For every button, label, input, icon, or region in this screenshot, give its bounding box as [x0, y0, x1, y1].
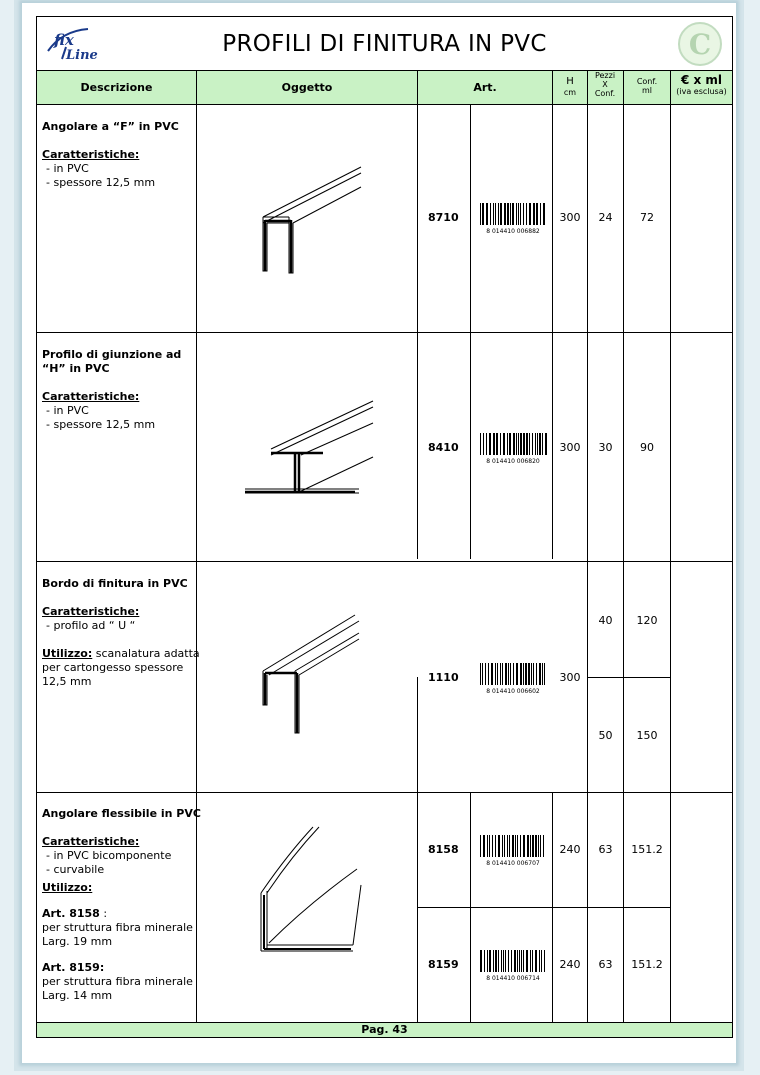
barcode-bar — [483, 835, 485, 857]
art-number: 8710 — [428, 211, 459, 224]
pezzi-value: 30 — [598, 441, 613, 454]
barcode-bar — [517, 950, 518, 972]
barcode-bar — [520, 663, 522, 685]
barcode-bar — [488, 663, 489, 685]
barcode-bar — [521, 950, 522, 972]
col-divider — [417, 71, 418, 559]
barcode-bar — [493, 950, 494, 972]
barcode-bar — [536, 663, 537, 685]
barcode: 8 014410 006602 — [478, 663, 548, 693]
barcode-bar — [491, 663, 493, 685]
product-desc: Angolare flessibile in PVC Caratteristiche: - in PVC bicomponente - curvabile Utilizzo: Art. 8158 : per struttura fibra minerale Larg. 19 mm Art. 8159: per struttura fibra minerale Larg. 14 mm — [42, 807, 201, 1002]
barcode-bar — [507, 835, 508, 857]
barcode-bar — [530, 950, 531, 972]
barcode-bar — [496, 433, 498, 455]
barcode-bar — [518, 203, 519, 225]
barcode-bar — [480, 950, 482, 972]
barcode-bar — [532, 950, 533, 972]
barcode-bar — [545, 433, 547, 455]
barcode-bar — [515, 835, 516, 857]
barcode-bar — [489, 950, 491, 972]
barcode-bar — [489, 835, 490, 857]
art-number: 8410 — [428, 441, 459, 454]
barcode: 8 014410 006714 — [478, 950, 548, 980]
barcode-bar — [532, 835, 534, 857]
barcode-bar — [498, 835, 500, 857]
barcode-bar — [531, 663, 532, 685]
f-profile-image — [257, 147, 367, 281]
row-divider — [417, 907, 671, 908]
barcode-bar — [535, 950, 537, 972]
barcode-bar — [495, 950, 497, 972]
height-value: 300 — [559, 211, 581, 224]
barcode-bar — [538, 835, 539, 857]
barcode-bar — [539, 433, 541, 455]
art-number: 8159 — [428, 958, 459, 971]
col-conf: Conf. ml — [636, 77, 658, 95]
barcode-bar — [500, 663, 501, 685]
conf-value: 72 — [640, 211, 654, 224]
col-oggetto: Oggetto — [281, 81, 333, 94]
row-divider — [587, 677, 671, 678]
barcode-bar — [535, 835, 537, 857]
barcode-bar — [482, 203, 484, 225]
flex-angle-image — [257, 825, 367, 959]
row-divider — [37, 561, 732, 562]
height-value: 240 — [559, 843, 581, 856]
barcode-bar — [542, 663, 543, 685]
product-desc: Profilo di giunzione ad “H” in PVC Caratteristiche: - in PVC - spessore 12,5 mm — [42, 348, 182, 431]
barcode-bar — [511, 950, 512, 972]
h-profile-image — [237, 387, 377, 501]
barcode-bar — [495, 663, 496, 685]
col-pezzi: Pezzi X Conf. — [594, 71, 616, 98]
pezzi-value: 24 — [598, 211, 613, 224]
barcode-bar — [539, 950, 540, 972]
barcode-bar — [529, 203, 531, 225]
barcode-bar — [533, 663, 534, 685]
barcode-bar — [528, 663, 530, 685]
barcode-bar — [504, 203, 506, 225]
rule — [37, 70, 732, 71]
svg-text:fix: fix — [54, 31, 74, 49]
barcode-bar — [490, 203, 491, 225]
barcode-bar — [507, 433, 508, 455]
barcode-bar — [529, 433, 530, 455]
u-profile-image — [259, 613, 369, 742]
c-stamp: C — [678, 22, 722, 66]
conf-value: 151.2 — [631, 843, 663, 856]
barcode-bar — [502, 663, 503, 685]
barcode-bar — [485, 663, 486, 685]
barcode: 8 014410 006882 — [478, 203, 548, 233]
barcode-bar — [512, 203, 514, 225]
barcode-bar — [501, 950, 502, 972]
barcode-bar — [544, 950, 545, 972]
barcode-bar — [500, 203, 502, 225]
barcode-bar — [497, 663, 498, 685]
height-value: 300 — [559, 671, 581, 684]
pezzi-value: 63 — [598, 958, 613, 971]
barcode-bar — [543, 203, 545, 225]
barcode-bar — [509, 835, 510, 857]
barcode-bar — [520, 433, 522, 455]
pezzi-value: 50 — [598, 729, 613, 742]
barcode-bar — [535, 433, 536, 455]
product-desc: Angolare a “F” in PVC Caratteristiche: - in PVC - spessore 12,5 mm — [42, 120, 179, 189]
barcode-bar — [483, 433, 484, 455]
barcode-bar — [493, 203, 494, 225]
barcode-bar — [520, 203, 521, 225]
col-descrizione: Descrizione — [80, 81, 153, 94]
barcode-bar — [508, 663, 509, 685]
barcode-bar — [480, 203, 481, 225]
barcode-bar — [513, 433, 515, 455]
barcode-bar — [526, 950, 528, 972]
col-divider — [552, 71, 553, 559]
barcode-bar — [487, 950, 488, 972]
barcode-bar — [486, 203, 488, 225]
barcode-bar — [536, 203, 538, 225]
barcode: 8 014410 006707 — [478, 835, 548, 865]
conf-value: 150 — [636, 729, 658, 742]
barcode-bar — [516, 663, 518, 685]
barcode-bar — [523, 835, 525, 857]
barcode-bar — [540, 203, 541, 225]
barcode-bar — [540, 835, 541, 857]
barcode-bar — [530, 835, 531, 857]
barcode-bar — [544, 663, 545, 685]
conf-value: 90 — [640, 441, 654, 454]
barcode-bar — [484, 950, 485, 972]
barcode-bar — [523, 950, 524, 972]
barcode-bar — [502, 835, 503, 857]
barcode-bar — [505, 663, 507, 685]
barcode-bar — [541, 950, 542, 972]
col-price: € x ml (iva esclusa) — [676, 73, 727, 96]
barcode-bar — [487, 835, 488, 857]
barcode-bar — [543, 835, 544, 857]
barcode-bar — [500, 433, 501, 455]
conf-value: 120 — [636, 614, 658, 627]
barcode-bar — [505, 950, 506, 972]
pezzi-value: 63 — [598, 843, 613, 856]
barcode-bar — [493, 433, 495, 455]
barcode-bar — [513, 663, 514, 685]
barcode-bar — [498, 203, 499, 225]
barcode-bar — [526, 433, 528, 455]
barcode-bar — [503, 950, 504, 972]
art-number: 8158 — [428, 843, 459, 856]
col-divider — [670, 71, 671, 1022]
barcode-bar — [510, 663, 511, 685]
svg-text:Line: Line — [66, 48, 98, 63]
barcode-bar — [523, 433, 525, 455]
barcode-bar — [525, 663, 527, 685]
height-value: 240 — [559, 958, 581, 971]
barcode-bar — [492, 835, 493, 857]
barcode-bar — [480, 433, 481, 455]
barcode-bar — [516, 433, 517, 455]
pezzi-value: 40 — [598, 614, 613, 627]
barcode-bar — [498, 950, 499, 972]
barcode-bar — [517, 835, 518, 857]
barcode-bar — [495, 835, 496, 857]
rule — [37, 104, 732, 105]
barcode-bar — [542, 433, 543, 455]
conf-value: 151.2 — [631, 958, 663, 971]
barcode-bar — [489, 433, 491, 455]
barcode-bar — [526, 203, 527, 225]
barcode-bar — [507, 203, 509, 225]
barcode-bar — [514, 950, 516, 972]
barcode-bar — [532, 433, 533, 455]
barcode-bar — [523, 663, 524, 685]
barcode-bar — [519, 950, 520, 972]
barcode-bar — [482, 663, 483, 685]
barcode-bar — [509, 433, 511, 455]
barcode-bar — [504, 835, 505, 857]
barcode-bar — [516, 203, 517, 225]
row-divider — [37, 792, 732, 793]
art-number: 1110 — [428, 671, 459, 684]
barcode-bar — [508, 950, 509, 972]
barcode-bar — [503, 433, 505, 455]
barcode-bar — [523, 203, 524, 225]
barcode-bar — [495, 203, 496, 225]
barcode-bar — [486, 433, 487, 455]
page-title: PROFILI DI FINITURA IN PVC — [222, 31, 547, 57]
barcode-bar — [512, 835, 514, 857]
product-desc: Bordo di finitura in PVC Caratteristiche: - profilo ad “ U “ Utilizzo: scanalatura adatta per cartongesso spessore 12,5 mm — [42, 577, 200, 688]
col-h: H cm — [563, 76, 577, 97]
row-divider — [37, 332, 732, 333]
col-divider — [417, 677, 418, 792]
barcode-bar — [518, 433, 519, 455]
catalog-page — [36, 16, 733, 1038]
barcode-bar — [510, 203, 511, 225]
height-value: 300 — [559, 441, 581, 454]
barcode-bar — [520, 835, 521, 857]
page-number: Pag. 43 — [361, 1023, 408, 1036]
col-art: Art. — [473, 81, 497, 94]
barcode: 8 014410 006820 — [478, 433, 548, 463]
barcode-bar — [480, 663, 481, 685]
barcode-bar — [537, 433, 538, 455]
barcode-bar — [539, 663, 541, 685]
barcode-bar — [480, 835, 481, 857]
barcode-bar — [533, 203, 535, 225]
barcode-bar — [527, 835, 529, 857]
